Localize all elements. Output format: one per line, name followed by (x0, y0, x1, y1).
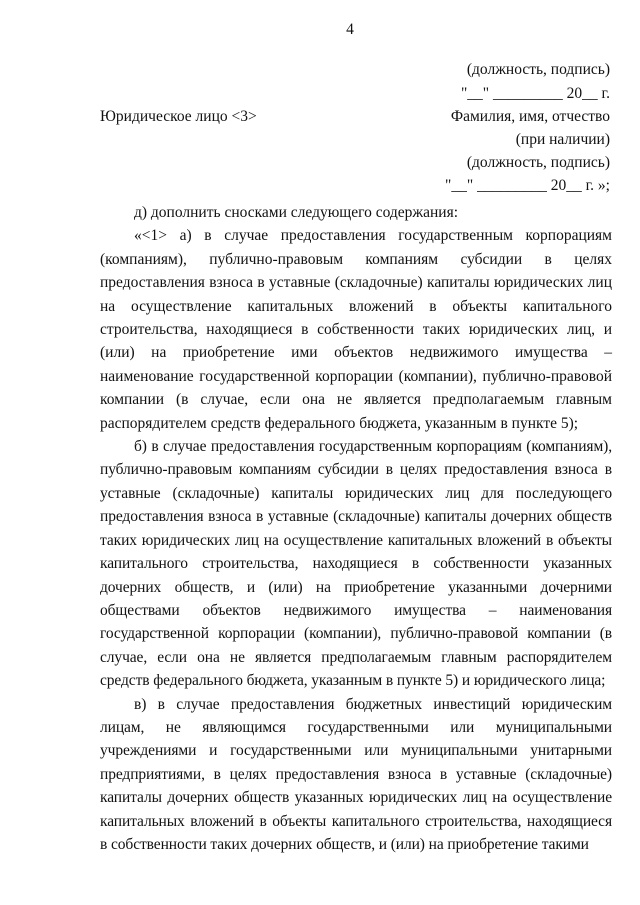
legal-entity-label: Юридическое лицо <3> (100, 108, 257, 125)
body-text (100, 201, 612, 856)
position-signature-caption-1: (должность, подпись) (466, 61, 610, 78)
if-available-note: (при наличии) (515, 131, 610, 148)
date-line-1: "__" _________ 20__ г. (460, 85, 610, 102)
full-name-caption: Фамилия, имя, отчество (450, 108, 610, 125)
page-number: 4 (346, 21, 354, 38)
date-line-2: "__" _________ 20__ г. »; (445, 177, 610, 194)
footnote-paragraph-c: в) в случае предоставления бюджетных инвестиций юридическим лицам, не являющимся государственными или муниципальными учреждениями и государственными или муниципальными унитарными предприятиями, в целях предоставления взноса в уставные (складочные) капиталы дочерних обществ указанных юридических лиц на осуществление капитальных вложений в объекты капитального строительства, находящиеся в собственности таких дочерних обществ, и (или) на приобретение такими (100, 695, 612, 853)
footnote-paragraph-b: б) в случае предоставления государственным корпорациям (компаниям), публично-правовым компаниям субсидии в целях предоставления взноса в уставные (складочные) капиталы юридических лиц для последующего предоставления взноса в уставные (складочные) капиталы дочерних обществ таких юридических лиц на осуществление капитальных вложений в объекты капитального строительства, находящиеся в собственности указанных дочерних обществ, и (или) на приобретение указанными дочерними обществами объектов недвижимого имущества – наименования государственной корпорации (компании), публично-правовой компании (в случае, если она не является предполагаемым главным распорядителем средств федерального бюджета, указанным в пункте 5) и юридического лица; (100, 438, 612, 690)
intro-paragraph: д) дополнить сносками следующего содержания: (134, 204, 459, 221)
footnote-paragraph-a: «<1> а) в случае предоставления государственным корпорациям (компаниям), публично-правовым компаниям субсидии в целях предоставления взноса в уставные (складочные) капиталы юридических лиц на осуществление капитальных вложений в объекты капитального строительства, находящиеся в собственности таких юридических лиц, и (или) на приобретение ими объектов недвижимого имущества – наименование государственной корпорации (компании), публично-правовой компании (в случае, если она не является предполагаемым главным распорядителем средств федерального бюджета, указанным в пункте 5); (100, 227, 612, 432)
position-signature-caption-2: (должность, подпись) (466, 154, 610, 171)
